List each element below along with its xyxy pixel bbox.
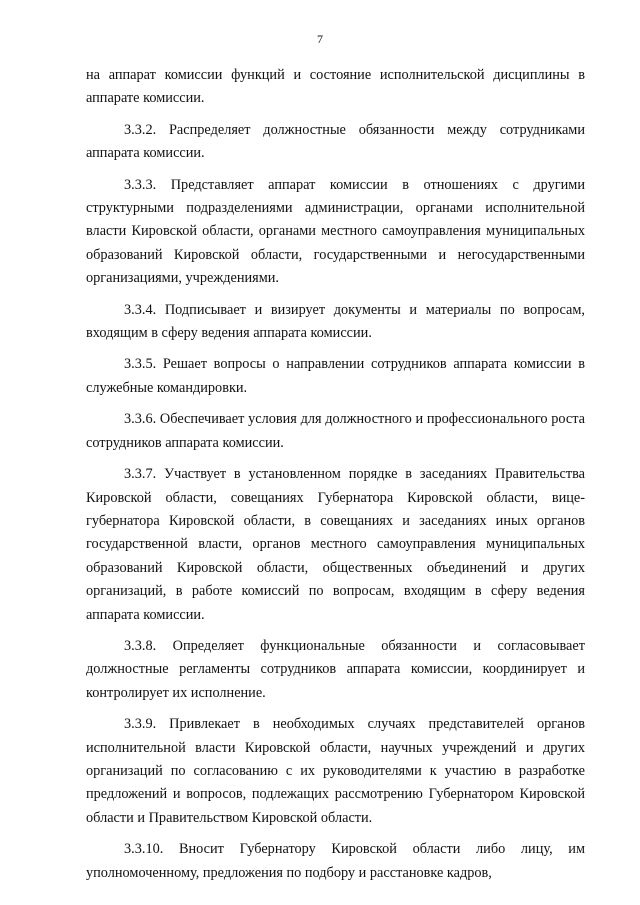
paragraph-3-3-6: 3.3.6. Обеспечивает условия для должностного и профессионального роста сотрудников аппарата комиссии.: [86, 411, 585, 451]
paragraph-3-3-9: 3.3.9. Привлекает в необходимых случаях представителей органов исполнительной власти Кировской области, научных учреждений и других организаций по согласованию с их руководителями к участию в разработке предложений и вопросов, подлежащих рассмотрению Губернатором Кировской области и Правительством Кировской области.: [86, 716, 585, 826]
paragraph-3-3-7: 3.3.7. Участвует в установленном порядке в заседаниях Правительства Кировской области, совещаниях Губернатора Кировской области, вице-губернатора Кировской области, в совещаниях и заседаниях иных органов государственной власти, органов местного самоуправления муниципальных образований Кировской области, общественных объединений и других организаций, в работе комиссий по вопросам, входящим в сферу ведения аппарата комиссии.: [86, 466, 585, 623]
document-body: [86, 64, 585, 885]
paragraph-3-3-5: 3.3.5. Решает вопросы о направлении сотрудников аппарата комиссии в служебные командировки.: [86, 356, 585, 396]
paragraph-3-3-2: 3.3.2. Распределяет должностные обязанности между сотрудниками аппарата комиссии.: [86, 121, 585, 162]
paragraph-continuation: на аппарат комиссии функций и состояние исполнительской дисциплины в аппарате комиссии.: [86, 67, 585, 107]
page-number: 7: [317, 32, 323, 46]
paragraph-3-3-4: 3.3.4. Подписывает и визирует документы и материалы по вопросам, входящим в сферу ведения аппарата комиссии.: [86, 301, 585, 342]
paragraph-3-3-8: 3.3.8. Определяет функциональные обязанности и согласовывает должностные регламенты сотрудников аппарата комиссии, координирует и контролирует их исполнение.: [86, 637, 585, 701]
paragraph-3-3-3: 3.3.3. Представляет аппарат комиссии в отношениях с другими структурными подразделениями администрации, органами исполнительной власти Кировской области, органами местного самоуправления муниципальных образований Кировской области, государственными и негосударственными организациями, учреждениями.: [86, 176, 585, 287]
paragraph-3-3-10: 3.3.10. Вносит Губернатору Кировской области либо лицу, им уполномоченному, предложения по подбору и расстановке кадров,: [86, 841, 585, 881]
